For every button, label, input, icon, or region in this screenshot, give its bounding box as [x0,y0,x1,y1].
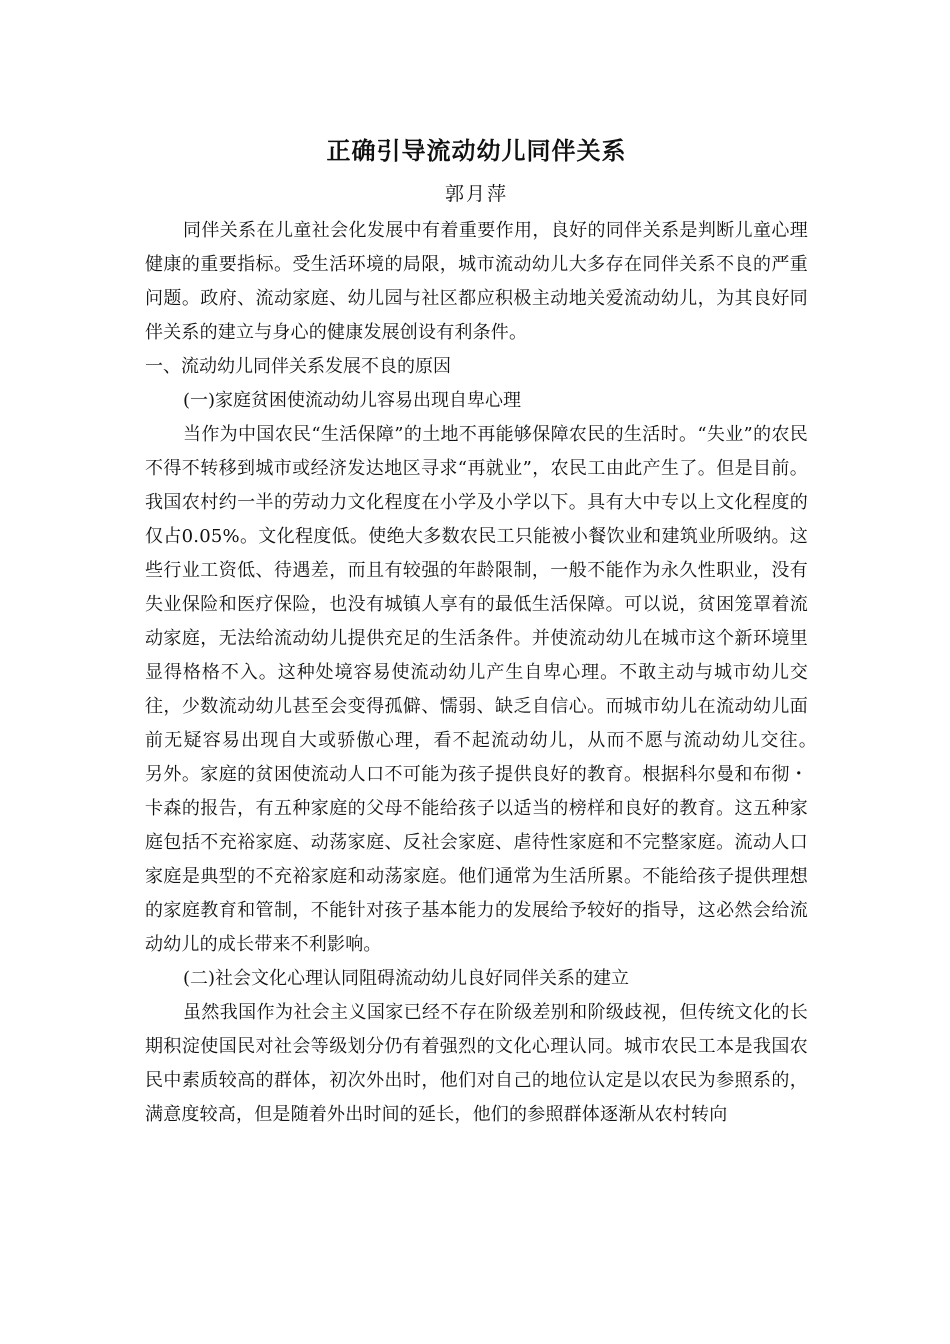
section-heading-1: 一、流动幼儿同伴关系发展不良的原因 [145,356,451,377]
author-name: 郭月萍 [444,183,508,205]
subsection-heading-1: (一)家庭贫困使流动幼儿容易出现自卑心理 [183,390,522,411]
subsection-heading-2: (二)社会文化心理认同阻碍流动幼儿良好同伴关系的建立 [183,968,630,989]
body-paragraph-2: 虽然我国作为社会主义国家已经不存在阶级差别和阶级歧视，但传统文化的长期积淀使国民对社会等级划分仍有着强烈的文化心理认同。城市农民工本是我国农民中素质较高的群体，初次外出时，他们对自己的地位认定是以农民为参照系的，满意度较高，但是随着外出时间的延长，他们的参照群体逐渐从农村转向 [145,1002,808,1125]
document-title: 正确引导流动幼儿同伴关系 [326,137,627,165]
body-paragraph-1: 当作为中国农民“生活保障”的土地不再能够保障农民的生活时。“失业”的农民不得不转移到城市或经济发达地区寻求“再就业”，农民工由此产生了。但是目前。我国农村约一半的劳动力文化程度在小学及小学以下。具有大中专以上文化程度的仅占0.05%。文化程度低。使绝大多数农民工只能被小餐饮业和建筑业所吸纳。这些行业工资低、待遇差，而且有较强的年龄限制，一般不能作为永久性职业，没有失业保险和医疗保险，也没有城镇人享有的最低生活保障。可以说，贫困笼罩着流动家庭，无法给流动幼儿提供充足的生活条件。并使流动幼儿在城市这个新环境里显得格格不入。这种处境容易使流动幼儿产生自卑心理。不敢主动与城市幼儿交往，少数流动幼儿甚至会变得孤僻、懦弱、缺乏自信心。而城市幼儿在流动幼儿面前无疑容易出现自大或骄傲心理，看不起流动幼儿，从而不愿与流动幼儿交往。 另外。家庭的贫困使流动人口不可能为孩子提供良好的教育。根据科尔曼和布彻・卡森的报告，有五种家庭的父母不能给孩子以适当的榜样和良好的教育。这五种家庭包括不充裕家庭、动荡家庭、反社会家庭、虐待性家庭和不完整家庭。流动人口家庭是典型的不充裕家庭和动荡家庭。他们通常为生活所累。不能给孩子提供理想的家庭教育和管制，不能针对孩子基本能力的发展给予较好的指导，这必然会给流动幼儿的成长带来不利影响。 [145,424,827,955]
abstract-paragraph: 同伴关系在儿童社会化发展中有着重要作用，良好的同伴关系是判断儿童心理健康的重要指标。受生活环境的局限，城市流动幼儿大多存在同伴关系不良的严重问题。政府、流动家庭、幼儿园与社区都应积极主动地关爱流动幼儿，为其良好同伴关系的建立与身心的健康发展创设有利条件。 [145,220,808,343]
